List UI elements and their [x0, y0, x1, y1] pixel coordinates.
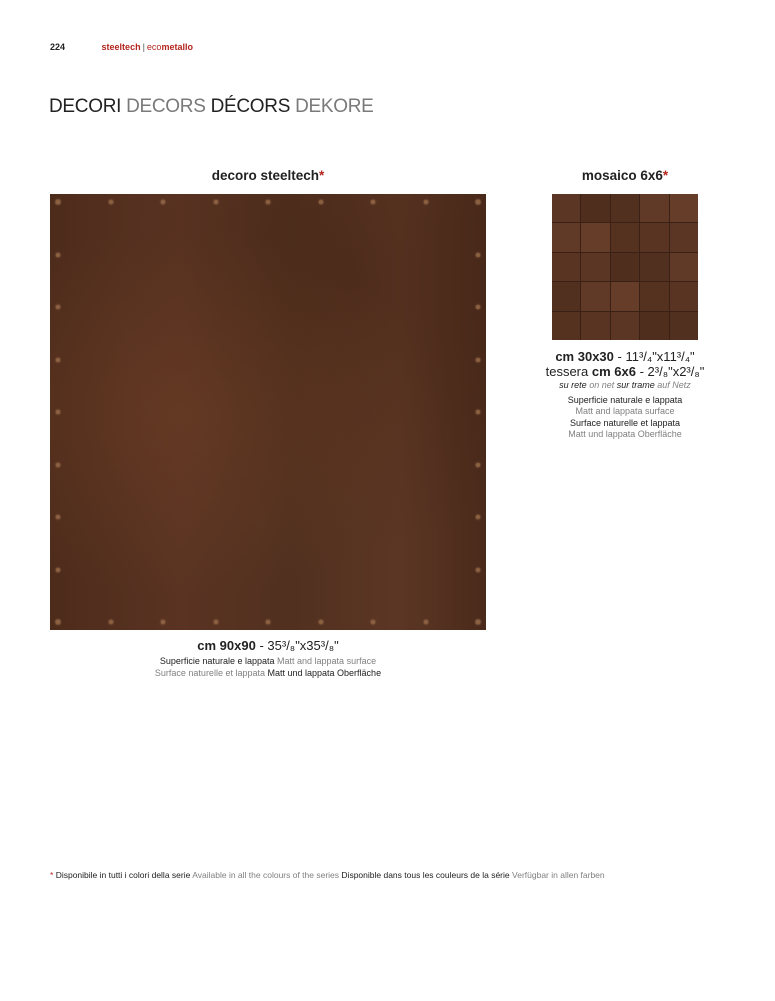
section-title — [49, 96, 374, 118]
mosaic-cell — [670, 282, 698, 310]
mesh-it: su rete — [559, 380, 587, 390]
mosaic-cell — [670, 312, 698, 340]
rivet-dot — [56, 305, 60, 309]
mosaic-cell — [611, 282, 639, 310]
product-title-decoro — [50, 168, 486, 183]
mosaic-cell — [611, 253, 639, 281]
series-suffix: metallo — [161, 42, 193, 52]
mosaic-cell — [581, 253, 609, 281]
size-dash: - — [613, 349, 626, 364]
finish-de: Matt und lappata Oberfläche — [267, 667, 382, 678]
tessera-label: tessera — [545, 364, 589, 379]
mosaic-cell — [640, 312, 668, 340]
mesh-fr: sur trame — [616, 380, 655, 390]
mosaic-cell — [552, 312, 580, 340]
mosaic-cell — [552, 282, 580, 310]
mosaic-cell — [670, 194, 698, 222]
rivet-dot — [424, 620, 428, 624]
footnote-fr: Disponible dans tous les couleurs de la série — [341, 870, 510, 880]
rivet-dot — [161, 620, 165, 624]
mosaic-cell — [640, 282, 668, 310]
mosaic-cell — [581, 312, 609, 340]
title-it: DECORI — [49, 96, 122, 117]
mosaic-cell — [640, 194, 668, 222]
finish-it: Superficie naturale e lappata — [159, 656, 275, 666]
mesh-en: on net — [589, 380, 615, 390]
rivet-dot — [476, 358, 480, 362]
rivet-dot — [56, 568, 60, 572]
finish-en: Matt and lappata surface — [575, 406, 675, 416]
rivet-dot — [476, 568, 480, 572]
product-caption-decoro — [50, 638, 486, 679]
mosaic-cell — [552, 194, 580, 222]
rivet-dot — [56, 410, 60, 414]
rivet-dot — [56, 515, 60, 519]
mosaic-cell — [552, 223, 580, 251]
rivet-dot — [161, 200, 165, 204]
product-name: mosaico 6x6 — [581, 168, 663, 183]
rivet-dot — [109, 200, 113, 204]
mosaic-cell — [640, 253, 668, 281]
finish-de: Matt und lappata Oberfläche — [568, 429, 682, 439]
mosaic-cell — [552, 253, 580, 281]
mosaic-cell — [670, 253, 698, 281]
product-name: decoro steeltech — [211, 168, 320, 183]
mosaic-cell — [611, 194, 639, 222]
header-separator: | — [142, 42, 145, 52]
finish-fr: Surface naturelle et lappata — [154, 667, 265, 678]
rivet-dot — [56, 253, 60, 257]
brand-name: steeltech — [101, 42, 141, 52]
finish-line-2 — [50, 668, 486, 680]
size-cm: cm 90x90 — [197, 638, 256, 653]
rivet-dot — [56, 620, 60, 624]
rivet-dot — [476, 620, 480, 624]
footnote-asterisk: * — [50, 870, 54, 880]
title-de: DEKORE — [295, 96, 374, 117]
rivet-dot — [476, 463, 480, 467]
finish-line-1 — [50, 656, 486, 668]
rivet-dot — [56, 358, 60, 362]
mosaic-cell — [640, 223, 668, 251]
mesh-line — [530, 380, 720, 392]
size-inch: 35³/₈"x35³/₈" — [267, 638, 339, 653]
rivet-dot — [371, 200, 375, 204]
series-prefix: eco — [146, 42, 162, 52]
size-inch: 11³/₄"x11³/₄" — [625, 349, 695, 364]
mosaic-cell — [670, 223, 698, 251]
product-title-mosaico — [552, 168, 698, 183]
rivet-dot — [56, 200, 60, 204]
mosaic-cell — [611, 223, 639, 251]
rivet-dot — [476, 200, 480, 204]
mosaic-cell — [581, 223, 609, 251]
rivet-dot — [214, 620, 218, 624]
mesh-de: auf Netz — [657, 380, 691, 390]
page-number: 224 — [50, 42, 66, 52]
rivet-dot — [476, 253, 480, 257]
rivet-dot — [56, 463, 60, 467]
footnote-it: Disponibile in tutti i colori della serie — [55, 870, 191, 880]
rivet-dot — [371, 620, 375, 624]
availability-asterisk: * — [662, 168, 669, 183]
mosaic-cell — [581, 282, 609, 310]
tessera-inch: 2³/₈"x2³/₈" — [647, 364, 705, 379]
title-fr: DÉCORS — [210, 96, 291, 117]
rivet-dot — [319, 200, 323, 204]
size-cm: cm 30x30 — [555, 349, 614, 364]
size-line — [530, 349, 720, 364]
availability-asterisk: * — [319, 168, 325, 183]
rivet-dot — [319, 620, 323, 624]
title-en: DECORS — [126, 96, 206, 117]
tessera-line — [530, 364, 720, 379]
footnote-en: Available in all the colours of the series — [192, 870, 340, 880]
mosaic-cell — [581, 194, 609, 222]
tessera-dash: - — [635, 364, 648, 379]
footnote-de: Verfügbar in allen farben — [512, 870, 605, 880]
product-caption-mosaico — [530, 349, 720, 441]
rivet-dot — [214, 200, 218, 204]
finish-fr: Surface naturelle et lappata — [569, 417, 681, 428]
footnote — [50, 870, 605, 880]
rivet-dot — [476, 305, 480, 309]
rivet-dot — [266, 620, 270, 624]
size-dash: - — [255, 638, 268, 653]
finish-en: Matt and lappata surface — [277, 656, 377, 666]
mosaic-cell — [611, 312, 639, 340]
mosaico-6x6-image — [552, 194, 698, 340]
rivet-dot — [424, 200, 428, 204]
rivet-dot — [266, 200, 270, 204]
size-line — [50, 638, 486, 653]
rivet-dot — [476, 410, 480, 414]
finish-it: Superficie naturale e lappata — [567, 394, 683, 405]
tessera-cm: cm 6x6 — [591, 364, 636, 379]
page-header — [50, 42, 193, 52]
rivet-dot — [109, 620, 113, 624]
rivet-dot — [476, 515, 480, 519]
decoro-steeltech-image — [50, 194, 486, 630]
